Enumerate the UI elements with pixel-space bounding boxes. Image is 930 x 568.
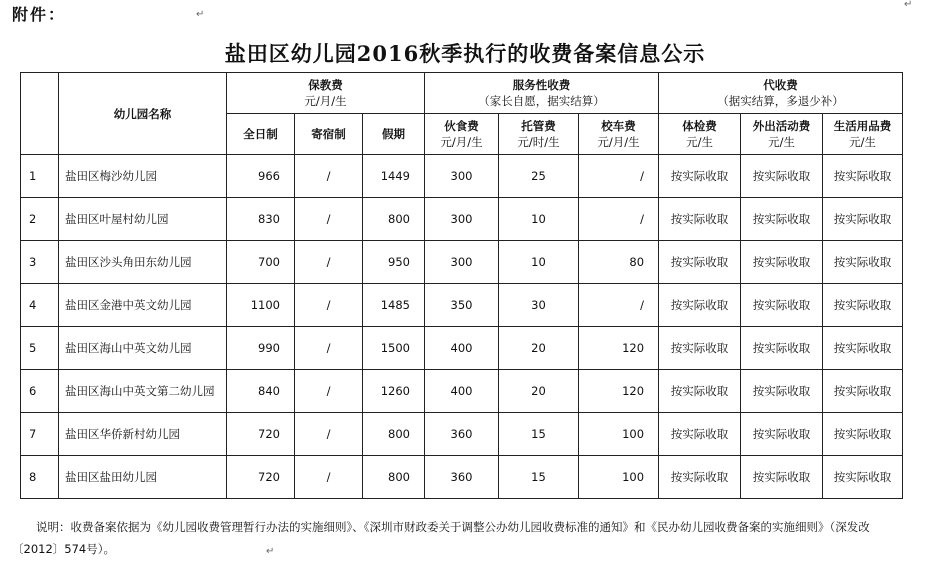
cell-care-fee: 25 — [499, 155, 579, 198]
cell-outing-fee: 按实际收取 — [741, 155, 823, 198]
group-note: （家长自愿，据实结算） — [478, 94, 605, 108]
cell-index: 3 — [21, 241, 59, 284]
col-header-meal — [425, 114, 499, 155]
cell-index: 8 — [21, 456, 59, 499]
table-row — [21, 284, 903, 327]
cell-meal-fee: 300 — [425, 155, 499, 198]
cell-outing-fee: 按实际收取 — [741, 456, 823, 499]
col-header-bus — [579, 114, 659, 155]
table-row — [21, 155, 903, 198]
cell-care-fee: 15 — [499, 456, 579, 499]
cell-meal-fee: 350 — [425, 284, 499, 327]
col-header-unit: 元/生 — [768, 135, 795, 149]
header-row — [21, 73, 903, 114]
group-note: （据实结算，多退少补） — [717, 94, 844, 108]
cell-supplies-fee: 按实际收取 — [823, 284, 903, 327]
cell-boarding-fee: / — [295, 327, 363, 370]
cell-outing-fee: 按实际收取 — [741, 198, 823, 241]
cell-exam-fee: 按实际收取 — [659, 413, 741, 456]
cell-exam-fee: 按实际收取 — [659, 155, 741, 198]
table-row — [21, 241, 903, 284]
col-header-unit: 元/月/生 — [597, 135, 640, 149]
cell-index: 7 — [21, 413, 59, 456]
cell-care-fee: 30 — [499, 284, 579, 327]
cell-bus-fee: 120 — [579, 327, 659, 370]
cell-kindergarten-name: 盐田区盐田幼儿园 — [59, 456, 227, 499]
col-header-unit: 元/生 — [686, 135, 713, 149]
cell-meal-fee: 300 — [425, 241, 499, 284]
cell-fulltime-fee: 1100 — [227, 284, 295, 327]
col-header-fulltime: 全日制 — [227, 114, 295, 155]
cell-fulltime-fee: 966 — [227, 155, 295, 198]
cell-care-fee: 20 — [499, 327, 579, 370]
cell-bus-fee: 100 — [579, 413, 659, 456]
cell-holiday-fee: 1260 — [363, 370, 425, 413]
table-row — [21, 370, 903, 413]
cell-holiday-fee: 1485 — [363, 284, 425, 327]
col-header-label: 伙食费 — [444, 119, 479, 133]
group-header-agent — [659, 73, 903, 114]
cell-care-fee: 10 — [499, 241, 579, 284]
cell-boarding-fee: / — [295, 284, 363, 327]
cell-boarding-fee: / — [295, 155, 363, 198]
group-title: 服务性收费 — [512, 78, 571, 92]
cell-supplies-fee: 按实际收取 — [823, 370, 903, 413]
cell-meal-fee: 300 — [425, 198, 499, 241]
col-header-supplies — [823, 114, 903, 155]
cell-boarding-fee: / — [295, 413, 363, 456]
col-header-unit: 元/生 — [849, 135, 876, 149]
paragraph-mark-icon: ↵ — [904, 0, 913, 10]
cell-kindergarten-name: 盐田区金港中英文幼儿园 — [59, 284, 227, 327]
col-header-boarding: 寄宿制 — [295, 114, 363, 155]
cell-care-fee: 20 — [499, 370, 579, 413]
cell-bus-fee: 80 — [579, 241, 659, 284]
cell-index: 4 — [21, 284, 59, 327]
cell-kindergarten-name: 盐田区梅沙幼儿园 — [59, 155, 227, 198]
cell-bus-fee: 120 — [579, 370, 659, 413]
table-row — [21, 327, 903, 370]
cell-bus-fee: 100 — [579, 456, 659, 499]
paragraph-mark-icon: ↵ — [196, 9, 205, 20]
cell-fulltime-fee: 700 — [227, 241, 295, 284]
cell-care-fee: 15 — [499, 413, 579, 456]
cell-index: 6 — [21, 370, 59, 413]
cell-exam-fee: 按实际收取 — [659, 198, 741, 241]
col-header-holiday: 假期 — [363, 114, 425, 155]
col-header-unit: 元/月/生 — [440, 135, 483, 149]
cell-meal-fee: 360 — [425, 456, 499, 499]
cell-supplies-fee: 按实际收取 — [823, 155, 903, 198]
cell-index: 2 — [21, 198, 59, 241]
cell-boarding-fee: / — [295, 370, 363, 413]
cell-bus-fee: / — [579, 155, 659, 198]
cell-index: 5 — [21, 327, 59, 370]
cell-kindergarten-name: 盐田区叶屋村幼儿园 — [59, 198, 227, 241]
cell-supplies-fee: 按实际收取 — [823, 198, 903, 241]
cell-bus-fee: / — [579, 284, 659, 327]
cell-holiday-fee: 950 — [363, 241, 425, 284]
cell-exam-fee: 按实际收取 — [659, 284, 741, 327]
cell-holiday-fee: 1449 — [363, 155, 425, 198]
cell-holiday-fee: 1500 — [363, 327, 425, 370]
cell-holiday-fee: 800 — [363, 413, 425, 456]
cell-boarding-fee: / — [295, 198, 363, 241]
cell-supplies-fee: 按实际收取 — [823, 241, 903, 284]
col-header-label: 外出活动费 — [752, 119, 811, 133]
col-header-care — [499, 114, 579, 155]
cell-fulltime-fee: 830 — [227, 198, 295, 241]
group-title: 保教费 — [308, 78, 343, 92]
cell-fulltime-fee: 720 — [227, 456, 295, 499]
col-header-label: 生活用品费 — [833, 119, 892, 133]
group-header-service — [425, 73, 659, 114]
table-row — [21, 456, 903, 499]
fee-table — [20, 72, 903, 499]
cell-kindergarten-name: 盐田区沙头角田东幼儿园 — [59, 241, 227, 284]
cell-fulltime-fee: 990 — [227, 327, 295, 370]
cell-kindergarten-name: 盐田区海山中英文幼儿园 — [59, 327, 227, 370]
cell-outing-fee: 按实际收取 — [741, 284, 823, 327]
cell-supplies-fee: 按实际收取 — [823, 456, 903, 499]
index-header — [21, 73, 59, 155]
cell-fulltime-fee: 720 — [227, 413, 295, 456]
cell-care-fee: 10 — [499, 198, 579, 241]
cell-boarding-fee: / — [295, 456, 363, 499]
cell-holiday-fee: 800 — [363, 198, 425, 241]
col-header-outing — [741, 114, 823, 155]
cell-kindergarten-name: 盐田区海山中英文第二幼儿园 — [59, 370, 227, 413]
cell-exam-fee: 按实际收取 — [659, 456, 741, 499]
cell-outing-fee: 按实际收取 — [741, 370, 823, 413]
cell-boarding-fee: / — [295, 241, 363, 284]
cell-outing-fee: 按实际收取 — [741, 327, 823, 370]
cell-fulltime-fee: 840 — [227, 370, 295, 413]
col-header-label: 校车费 — [601, 119, 636, 133]
cell-index: 1 — [21, 155, 59, 198]
table-row — [21, 413, 903, 456]
cell-holiday-fee: 800 — [363, 456, 425, 499]
cell-supplies-fee: 按实际收取 — [823, 327, 903, 370]
cell-exam-fee: 按实际收取 — [659, 241, 741, 284]
col-header-exam — [659, 114, 741, 155]
paragraph-mark-icon: ↵ — [266, 546, 275, 557]
cell-meal-fee: 400 — [425, 370, 499, 413]
cell-bus-fee: / — [579, 198, 659, 241]
group-unit: 元/月/生 — [304, 94, 347, 108]
cell-exam-fee: 按实际收取 — [659, 370, 741, 413]
table-row — [21, 198, 903, 241]
group-title: 代收费 — [763, 78, 798, 92]
cell-supplies-fee: 按实际收取 — [823, 413, 903, 456]
col-header-name: 幼儿园名称 — [59, 73, 227, 155]
col-header-unit: 元/时/生 — [517, 135, 560, 149]
col-header-label: 体检费 — [682, 119, 717, 133]
cell-meal-fee: 360 — [425, 413, 499, 456]
footnote: 说明：收费备案依据为《幼儿园收费管理暂行办法的实施细则》、《深圳市财政委关于调整公办幼儿园收费标准的通知》和《民办幼儿园收费备案的实施细则》（深发改〔2012〕574号）。 — [12, 520, 870, 556]
cell-outing-fee: 按实际收取 — [741, 241, 823, 284]
cell-exam-fee: 按实际收取 — [659, 327, 741, 370]
cell-meal-fee: 400 — [425, 327, 499, 370]
cell-outing-fee: 按实际收取 — [741, 413, 823, 456]
page-title: 盐田区幼儿园2016秋季执行的收费备案信息公示 — [224, 41, 706, 66]
cell-kindergarten-name: 盐田区华侨新村幼儿园 — [59, 413, 227, 456]
attachment-label: 附件： — [12, 5, 67, 24]
group-header-baojiao — [227, 73, 425, 114]
col-header-label: 托管费 — [521, 119, 556, 133]
